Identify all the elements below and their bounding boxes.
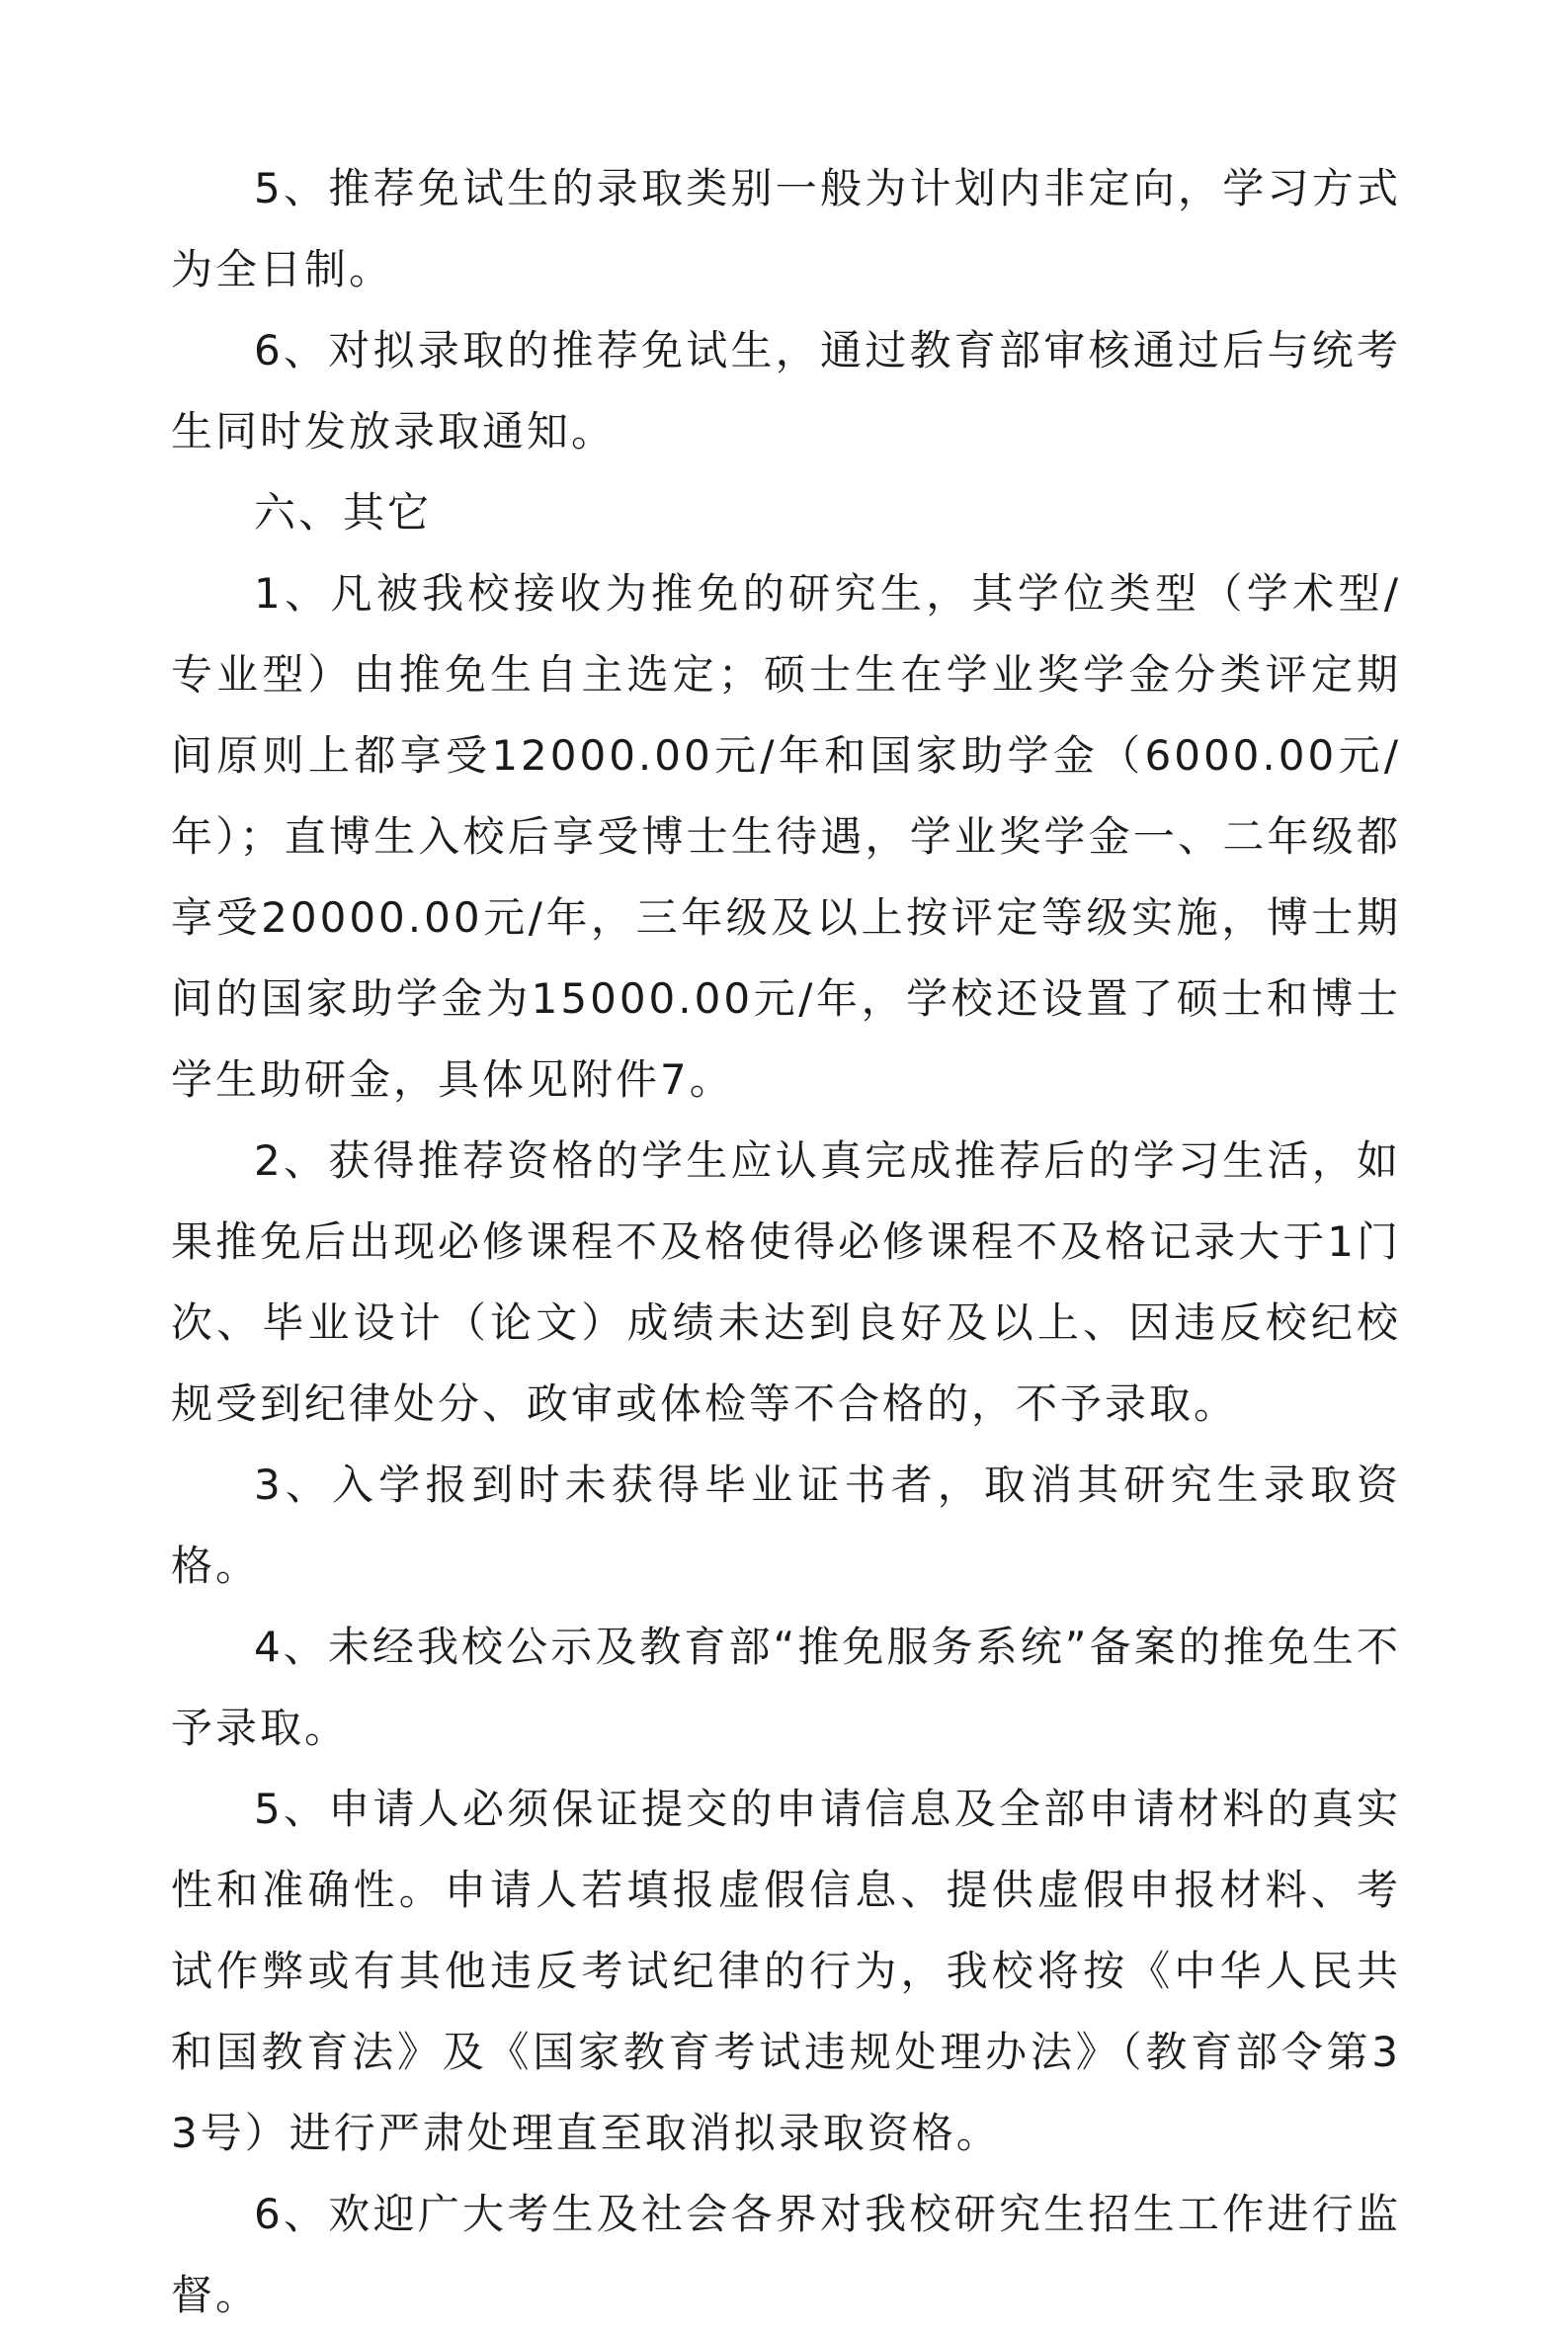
paragraph-admission-category: 5、推荐免试生的录取类别一般为计划内非定向，学习方式为全日制。 <box>171 164 1401 293</box>
section-heading-other: 六、其它 <box>254 488 433 537</box>
paragraph-study-requirements: 2、获得推荐资格的学生应认真完成推荐后的学习生活，如果推免后出现必修课程不及格使得必修课程不及格记录大于1门次、毕业设计（论文）成绩未达到良好及以上、因违反校纪校规受到纪律处分、政审或体检等不合格的，不予录取。 <box>171 1136 1401 1428</box>
paragraph-degree-scholarship: 1、凡被我校接收为推免的研究生，其学位类型（学术型/专业型）由推免生自主选定；硕士生在学业奖学金分类评定期间原则上都享受12000.00元/年和国家助学金（6000.00元/年）；直博生入校后享受博士生待遇，学业奖学金一、二年级都享受20000.00元/年，三年级及以上按评定等级实施，博士期间的国家助学金为15000.00元/年，学校还设置了硕士和博士学生助研金，具体见附件7。 <box>171 569 1401 1104</box>
paragraph-admission-notice: 6、对拟录取的推荐免试生，通过教育部审核通过后与统考生同时发放录取通知。 <box>171 326 1401 456</box>
document-page <box>171 148 1401 2336</box>
paragraph-supervision: 6、欢迎广大考生及社会各界对我校研究生招生工作进行监督。 <box>171 2190 1401 2319</box>
paragraph-authenticity: 5、申请人必须保证提交的申请信息及全部申请材料的真实性和准确性。申请人若填报虚假信息、提供虚假申报材料、考试作弊或有其他违反考试纪律的行为，我校将按《中华人民共和国教育法》及《国家教育考试违规处理办法》（教育部令第33号）进行严肃处理直至取消拟录取资格。 <box>171 1785 1401 2157</box>
paragraph-graduation-certificate: 3、入学报到时未获得毕业证书者，取消其研究生录取资格。 <box>171 1460 1401 1590</box>
paragraph-public-notice: 4、未经我校公示及教育部“推免服务系统”备案的推免生不予录取。 <box>171 1623 1401 1752</box>
